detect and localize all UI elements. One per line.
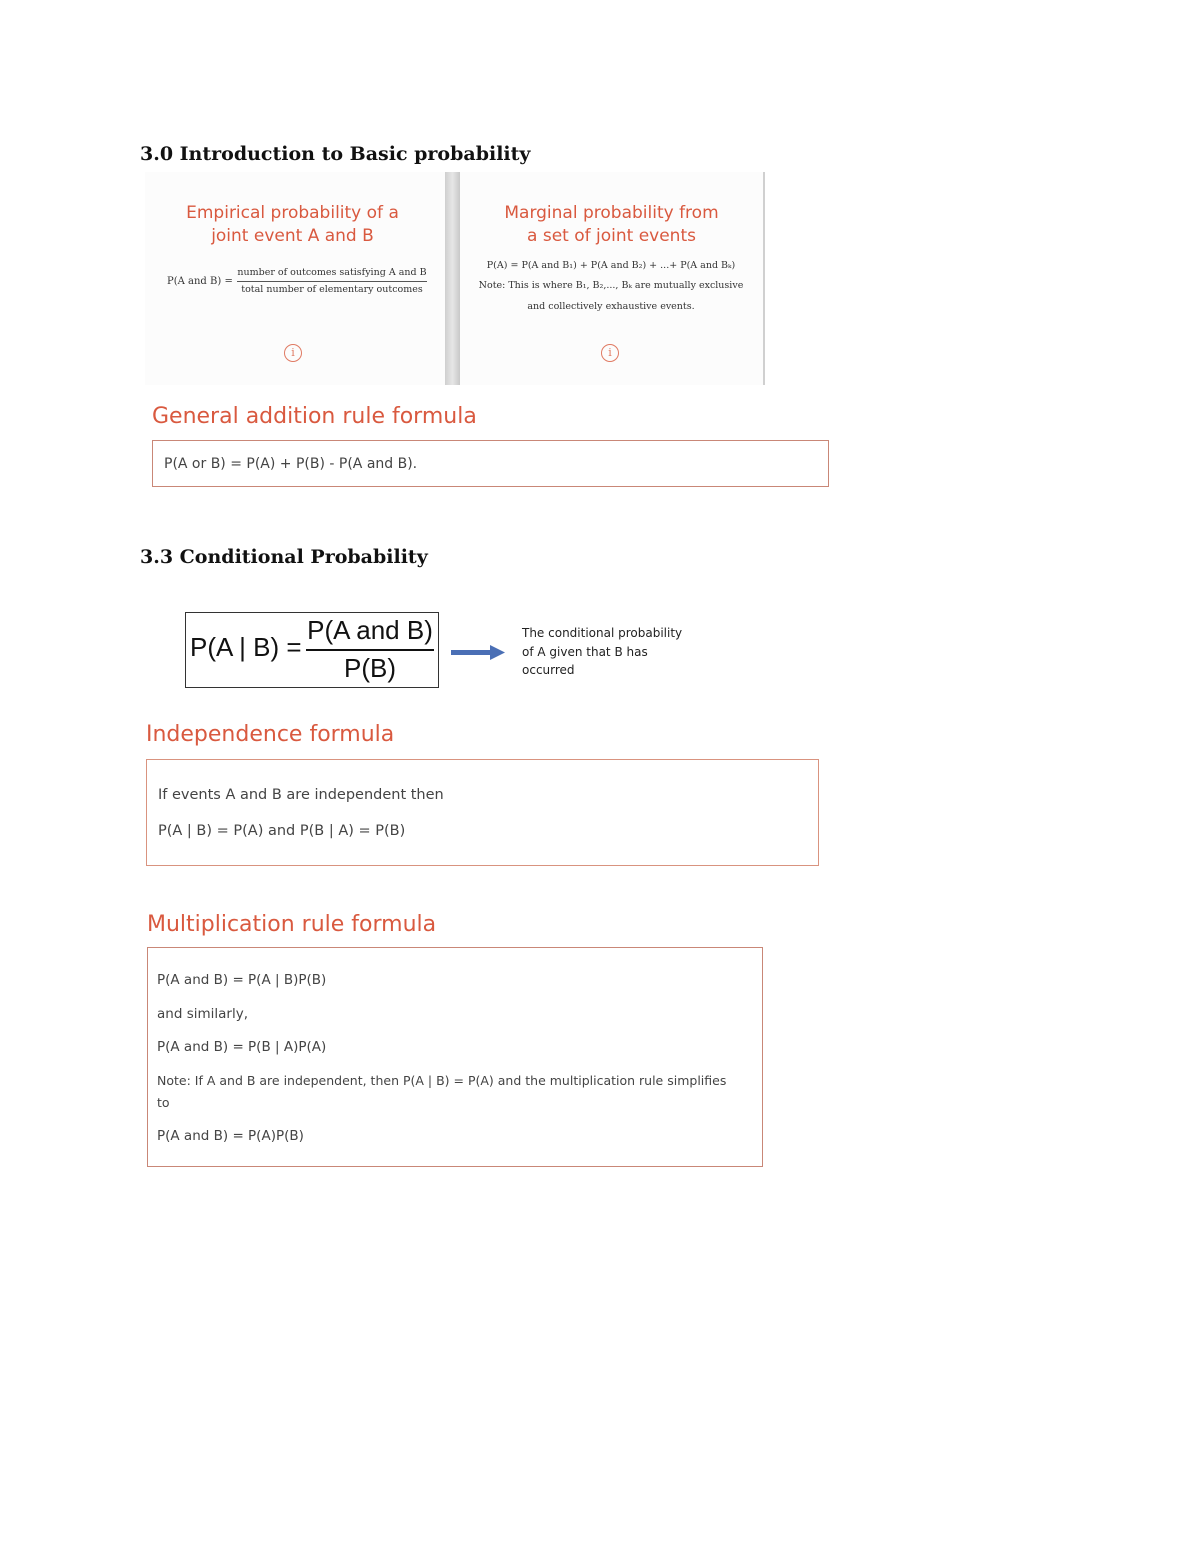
addition-rule-box [152,440,829,487]
empirical-numerator: number of outcomes satisfying A and B [237,267,427,278]
multiplication-line1: P(A and B) = P(A | B)P(B) [157,972,327,988]
marginal-note-line1: Note: This is where B₁, B₂,..., Bₖ are mutually exclusive [478,280,744,291]
multiplication-box [147,947,763,1167]
empirical-denominator: total number of elementary outcomes [241,284,423,295]
conditional-fraction-bar [306,649,434,651]
multiplication-note-line: Note: If A and B are independent, then P(A | B) = P(A) and the multiplication rule simplifies [157,1073,727,1088]
multiplication-line5: P(A and B) = P(A)P(B) [157,1128,304,1144]
addition-rule-formula: P(A or B) = P(A) + P(B) - P(A and B). [164,456,418,472]
marginal-title-line1: Marginal probability from [504,203,719,223]
marginal-title-line2: a set of joint events [527,226,696,246]
multiplication-line2: and similarly, [157,1006,248,1022]
card-divider [445,172,460,385]
marginal-note-line2: and collectively exhaustive events. [527,301,695,312]
addition-rule-title: General addition rule formula [152,404,477,429]
marginal-formula: P(A) = P(A and B₁) + P(A and B₂) + ...+ P(A and Bₖ) [486,260,736,271]
conditional-note-line3: occurred [522,663,575,677]
section-heading-3-3: 3.3 Conditional Probability [140,546,428,568]
conditional-numerator: P(A and B) [307,615,433,645]
conditional-lhs: P(A | B) = [190,632,302,662]
multiplication-title: Multiplication rule formula [147,912,437,937]
conditional-note [522,624,682,680]
marginal-card-title [460,202,763,248]
probability-cards-image [145,172,765,385]
info-icon[interactable]: i [601,344,619,362]
empirical-title-line1: Empirical probability of a [186,203,399,223]
marginal-probability-card [460,172,763,385]
section-heading-3-0: 3.0 Introduction to Basic probability [140,143,531,165]
multiplication-note-continuation: to [157,1095,170,1110]
right-arrow-icon [450,643,506,663]
conditional-note-line1: The conditional probability [522,626,683,640]
empirical-lhs: P(A and B) = [167,276,233,287]
fraction-bar [237,281,427,282]
independence-line2: P(A | B) = P(A) and P(B | A) = P(B) [158,823,406,839]
conditional-formula-box [185,612,439,688]
card-right-edge [763,172,765,385]
multiplication-line3: P(A and B) = P(B | A)P(A) [157,1039,327,1055]
independence-line1: If events A and B are independent then [158,787,444,803]
empirical-title-line2: joint event A and B [211,226,374,246]
conditional-denominator: P(B) [344,653,396,683]
independence-box [146,759,819,866]
independence-title: Independence formula [146,722,395,747]
info-icon[interactable]: i [284,344,302,362]
empirical-card-title [145,202,440,248]
empirical-probability-card [145,172,445,385]
conditional-note-line2: of A given that B has [522,644,648,659]
